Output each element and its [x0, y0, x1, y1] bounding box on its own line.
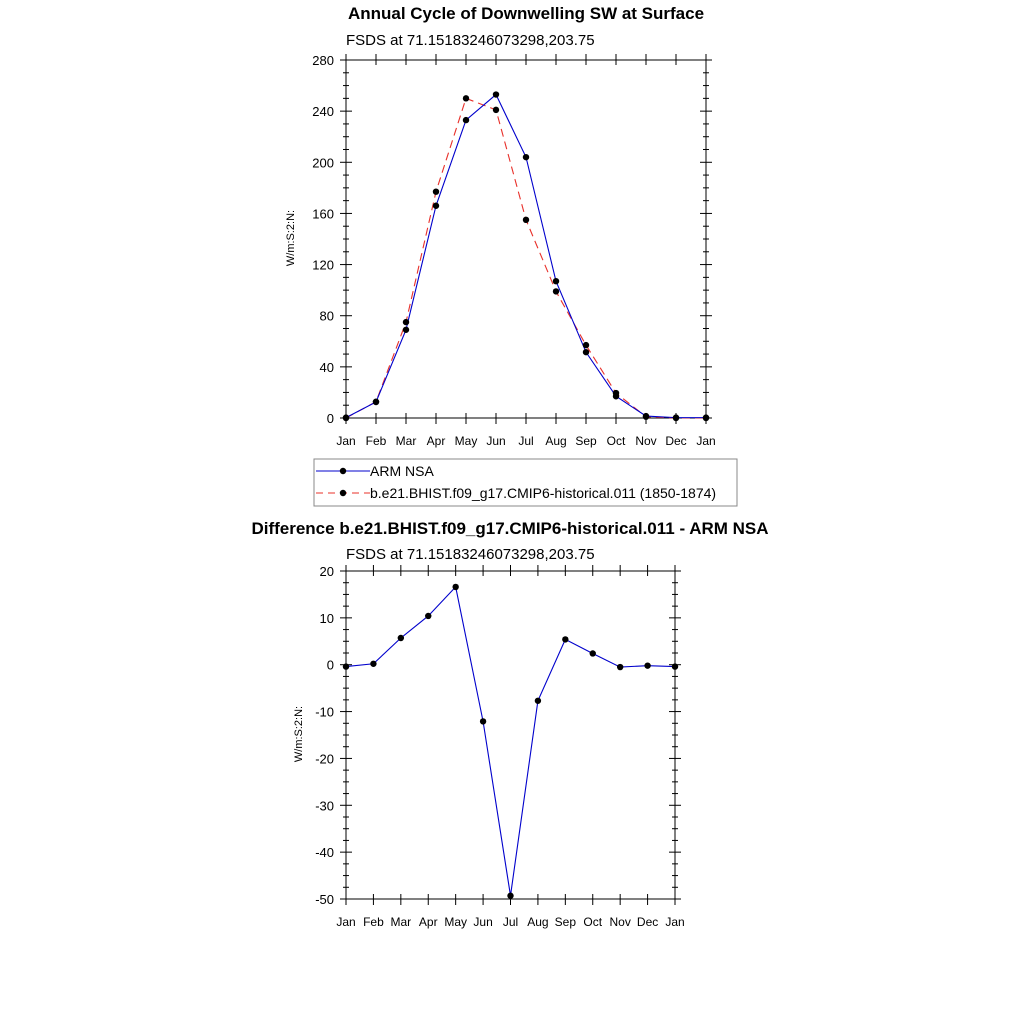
chart1-xtick-label: Sep [575, 434, 597, 448]
chart1-xtick-label: Feb [365, 434, 387, 448]
chart1-series-2-point [613, 390, 619, 396]
chart2-xtick-label: May [444, 915, 468, 929]
chart1-xtick-label: Jan [696, 434, 716, 448]
chart2-series-1-point [507, 893, 513, 899]
chart2-xtick-label: Nov [609, 915, 631, 929]
chart2-xtick-label: Sep [554, 915, 577, 929]
chart2-xtick-label: Aug [527, 915, 549, 929]
chart2-series-1-point [590, 650, 596, 656]
chart2-xtick-label: Jan [336, 915, 356, 929]
chart1-series-1-point [523, 154, 529, 160]
chart2-xtick-label: Dec [636, 915, 659, 929]
chart1-ytick-label: 240 [312, 104, 334, 120]
chart2-subtitle: FSDS at 71.15183246073298,203.75 [346, 546, 595, 563]
chart1-ytick-label: 280 [312, 53, 334, 68]
chart1-title: Annual Cycle of Downwelling SW at Surface [347, 4, 705, 23]
chart2-xtick-label: Jan [665, 915, 685, 929]
chart1-xtick-label: Apr [426, 434, 446, 448]
legend-entry-model [316, 485, 716, 501]
chart1-ytick-label: 0 [326, 411, 334, 426]
chart2-series-1-point [480, 718, 486, 724]
chart2-series-1-point [644, 662, 650, 668]
chart2-series-1-point [452, 584, 458, 590]
chart2-xtick-label: Jul [502, 915, 519, 929]
chart1-series-1-point [463, 117, 469, 123]
chart2-xtick-label: Jun [473, 915, 493, 929]
legend-label-arm-nsa: ARM NSA [370, 463, 434, 479]
chart1-series-2-point [493, 107, 499, 113]
chart1-xtick-label: Jan [336, 434, 356, 448]
chart1-series-2-point [403, 319, 409, 325]
chart1-series-2-point [703, 415, 709, 421]
chart2-ytick-label: -50 [315, 892, 334, 907]
chart1-ytick-label: 120 [312, 257, 334, 273]
chart1-series-2-point [373, 399, 379, 405]
chart1-xtick-label: Oct [606, 434, 626, 448]
chart2-ytick-label: -30 [315, 798, 334, 814]
chart2-series-1-point [535, 698, 541, 704]
chart1-subtitle: FSDS at 71.15183246073298,203.75 [346, 32, 595, 49]
chart1-series-1-point [553, 278, 559, 284]
chart2-ytick-label: -10 [315, 704, 334, 720]
chart1-xtick-label: May [454, 434, 478, 448]
chart1-series-1-point [493, 91, 499, 97]
chart2-series-1-point [398, 635, 404, 641]
chart1-xtick-label: Jun [486, 434, 506, 448]
chart1-series-2-point [433, 188, 439, 194]
chart2-series-1-point [343, 663, 349, 669]
chart1-xtick-label: Jul [518, 434, 534, 448]
chart1-ytick-label: 160 [312, 206, 334, 222]
chart2-series-1-point [617, 664, 623, 670]
chart1-series-2-point [643, 414, 649, 420]
chart2-series-1-point [370, 661, 376, 667]
chart1-ytick-label: 40 [319, 359, 334, 375]
chart1-series-2-point [583, 342, 589, 348]
chart1-series-2-point [553, 288, 559, 294]
chart1-legend [314, 459, 737, 506]
chart2-ytick-label: 0 [326, 657, 334, 673]
chart1-series-1-point [433, 203, 439, 209]
chart1-series-2-point [673, 415, 679, 421]
chart2-ytick-label: 20 [319, 564, 334, 579]
chart1-series-2-point [523, 217, 529, 223]
chart2-ylabel: W/m:S:2:N: [293, 705, 305, 763]
chart2-title: Difference b.e21.BHIST.f09_g17.CMIP6-historical.011 - ARM NSA [251, 519, 769, 538]
chart2-series-1-point [562, 636, 568, 642]
chart1-xtick-label: Aug [545, 434, 567, 448]
chart1-ytick-label: 200 [312, 155, 334, 171]
chart2-series-1-point [425, 613, 431, 619]
chart2-xtick-label: Mar [390, 915, 412, 929]
chart2-ytick-label: 10 [319, 610, 334, 626]
legend-label-model: b.e21.BHIST.f09_g17.CMIP6-historical.011 (1850-1874) [370, 485, 717, 501]
chart2-xtick-label: Apr [418, 915, 438, 929]
chart1-series-1-point [403, 327, 409, 333]
chart2-xtick-label: Feb [363, 915, 384, 929]
chart1-series-2-point [343, 415, 349, 421]
chart1-xtick-label: Mar [395, 434, 417, 448]
chart1-ytick-label: 80 [319, 308, 334, 324]
chart1-series-1-point [583, 349, 589, 355]
chart1-xtick-label: Nov [635, 434, 657, 448]
chart1-xtick-label: Dec [665, 434, 687, 448]
chart2-xtick-label: Oct [583, 915, 603, 929]
chart2-ytick-label: -40 [315, 845, 334, 861]
chart1-ylabel: W/m:S:2:N: [285, 209, 297, 267]
chart2-ytick-label: -20 [315, 751, 334, 767]
chart2-series-1-point [672, 663, 678, 669]
chart1-series-2-point [463, 95, 469, 101]
